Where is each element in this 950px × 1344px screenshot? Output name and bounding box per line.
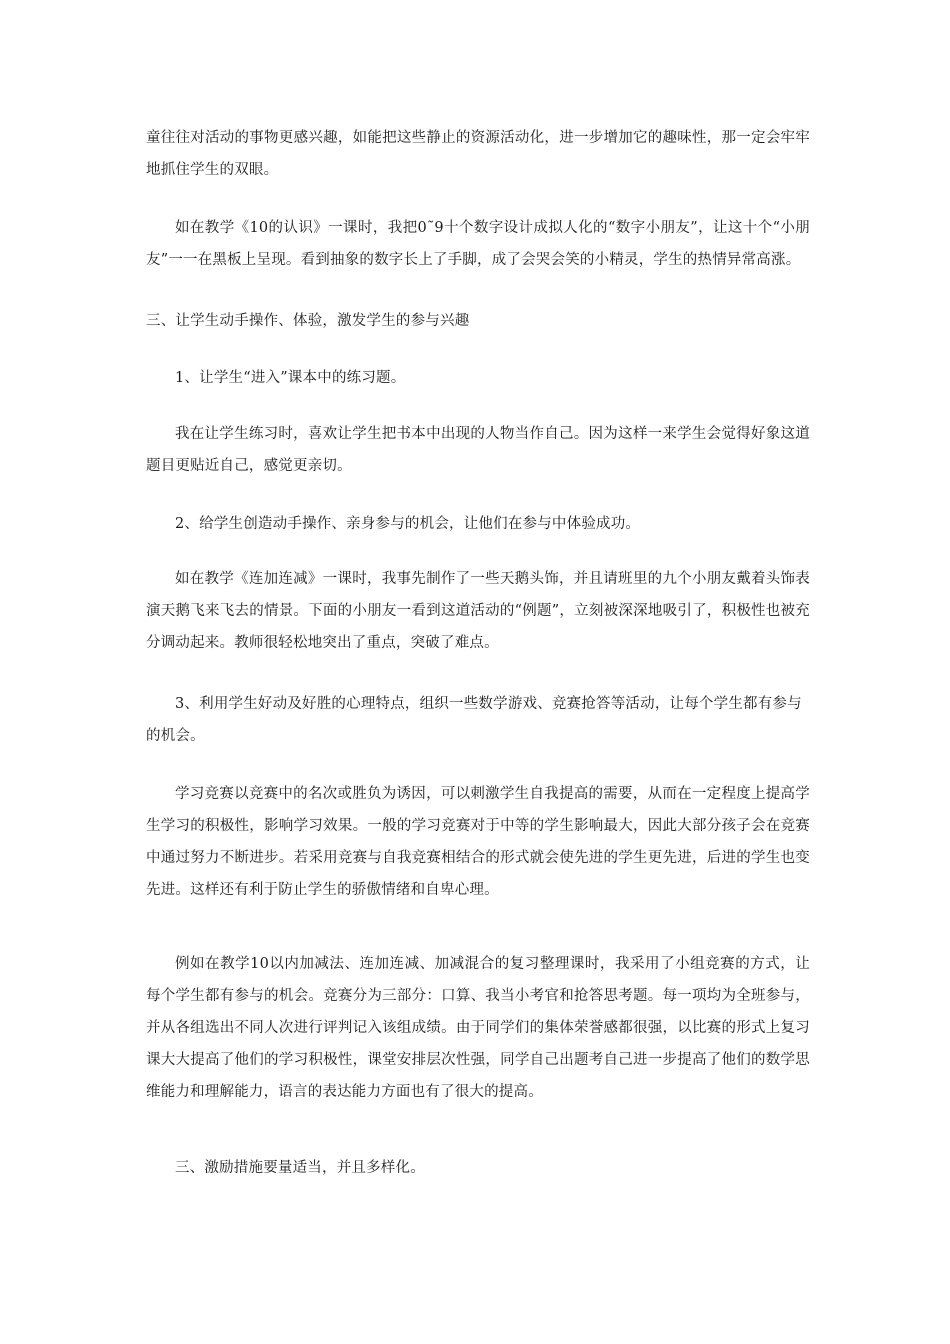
subheading-hands-on-opportunity: 2、给学生创造动手操作、亲身参与的机会，让他们在参与中体验成功。 — [175, 516, 641, 532]
subheading-enter-exercises: 1、让学生“进入”课本中的练习题。 — [175, 370, 406, 386]
subheading-games-and-competitions: 3、利用学生好动及好胜的心理特点，组织一些数学游戏、竞赛抢答等活动，让每个学生都有参与的机会。 — [146, 696, 802, 744]
paragraph-number-ten-example: 如在教学《10的认识》一课时，我把0˜9十个数字设计成拟人化的“数字小朋友”，让这十个“小朋友”一一在黑板上呈现。看到抽象的数字长上了手脚，成了会哭会笑的小精灵，学生的热情异常高涨。 — [146, 220, 810, 268]
paragraph-exercise-roleplay: 我在让学生练习时，喜欢让学生把书本中出现的人物当作自己。因为这样一来学生会觉得好象这道题目更贴近自己，感觉更亲切。 — [146, 426, 810, 474]
subheading-incentive-measures: 三、激励措施要量适当，并且多样化。 — [175, 1160, 425, 1176]
paragraph-learning-competition: 学习竞赛以竞赛中的名次或胜负为诱因，可以刺激学生自我提高的需要，从而在一定程度上提高学生学习的积极性，影响学习效果。一般的学习竞赛对于中等的学生影响最大，因此大部分孩子会在竞赛中通过努力不断进步。若采用竞赛与自我竞赛相结合的形式就会使先进的学生更先进，后进的学生也变先进。这样还有利于防止学生的骄傲情绪和自卑心理。 — [146, 786, 810, 898]
paragraph-intro-continuation: 童往往对活动的事物更感兴趣，如能把这些静止的资源活动化，进一步增加它的趣味性，那一定会牢牢地抓住学生的双眼。 — [146, 130, 810, 178]
section-heading-hands-on: 三、让学生动手操作、体验，激发学生的参与兴趣 — [146, 313, 470, 329]
paragraph-swan-headdress-example: 如在教学《连加连减》一课时，我事先制作了一些天鹅头饰，并且请班里的九个小朋友戴着头饰表演天鹅飞来飞去的情景。下面的小朋友一看到这道活动的“例题”，立刻被深深地吸引了，积极性也被充分调动起来。教师很轻松地突出了重点，突破了难点。 — [146, 571, 810, 651]
paragraph-review-class-example: 例如在教学10以内加减法、连加连减、加减混合的复习整理课时，我采用了小组竞赛的方式，让每个学生都有参与的机会。竞赛分为三部分：口算、我当小考官和抢答思考题。每一项均为全班参与，并从各组选出不同人次进行评判记入该组成绩。由于同学们的集体荣誉感都很强，以比赛的形式上复习课大大提高了他们的学习积极性，课堂安排层次性强，同学自己出题考自己进一步提高了他们的数学思维能力和理解能力，语言的表达能力方面也有了很大的提高。 — [146, 956, 810, 1100]
